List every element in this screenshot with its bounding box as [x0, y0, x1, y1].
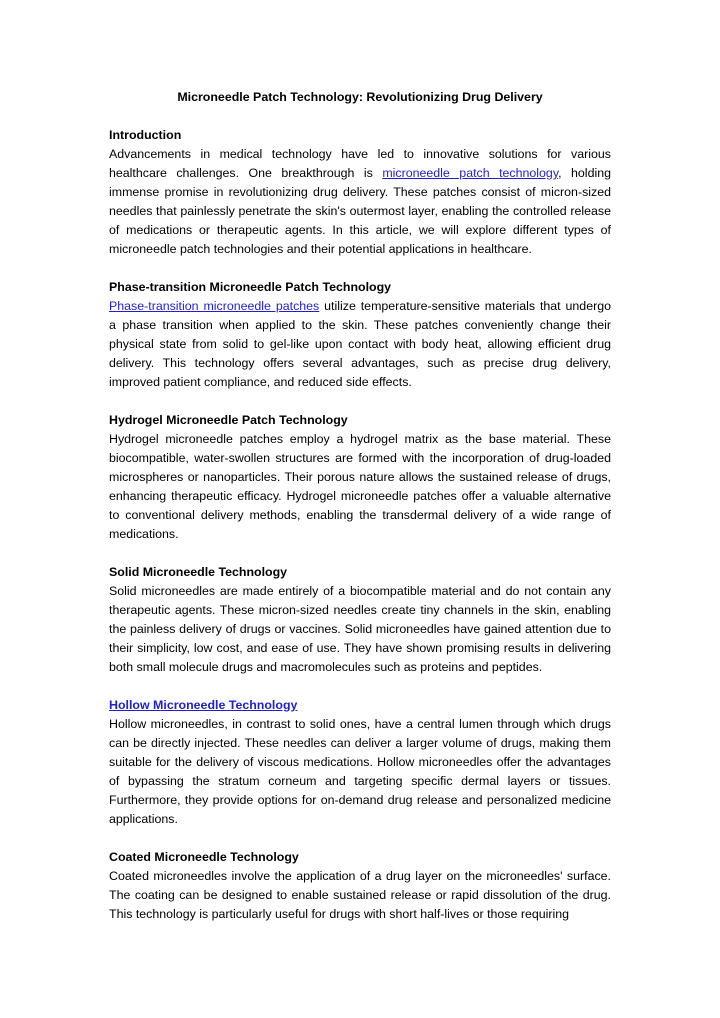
- microneedle-patch-technology-link[interactable]: microneedle patch technology: [382, 166, 559, 180]
- paragraph-text: Advancements in medical technology have led to innovative solutions for various healthcare challenges. One breakthrough is: [109, 147, 611, 180]
- paragraph-text: utilize temperature-sensitive materials that undergo a phase transition when applied to the skin. These patches conveniently change their physical state from solid to gel-like upon contact with body heat, allowing efficient drug delivery. This technology offers several advantages, such as precise drug delivery, improved patient compliance, and reduced side effects.: [109, 299, 611, 389]
- section-introduction: [109, 126, 611, 259]
- hollow-microneedle-technology-link[interactable]: Hollow Microneedle Technology: [109, 698, 298, 712]
- document-page: [109, 88, 611, 943]
- section-heading: Introduction: [109, 128, 182, 142]
- section-hydrogel: [109, 411, 611, 544]
- section-paragraph: [109, 297, 611, 392]
- section-heading: Phase-transition Microneedle Patch Technology: [109, 280, 392, 294]
- section-heading: Hydrogel Microneedle Patch Technology: [109, 413, 348, 427]
- section-paragraph: [109, 145, 611, 259]
- section-paragraph: Coated microneedles involve the application of a drug layer on the microneedles' surface. The coating can be designed to enable sustained release or rapid dissolution of the drug. This technology is particularly useful for drugs with short half-lives or those requiring: [109, 869, 611, 921]
- section-paragraph: Solid microneedles are made entirely of a biocompatible material and do not contain any therapeutic agents. These micron-sized needles create tiny channels in the skin, enabling the painless delivery of drugs or vaccines. Solid microneedles have gained attention due to their simplicity, low cost, and ease of use. They have shown promising results in delivering both small molecule drugs and macromolecules such as proteins and peptides.: [109, 584, 611, 674]
- document-title: Microneedle Patch Technology: Revolutionizing Drug Delivery: [177, 90, 543, 104]
- section-solid: [109, 563, 611, 677]
- section-coated: [109, 848, 611, 924]
- section-paragraph: Hollow microneedles, in contrast to solid ones, have a central lumen through which drugs can be directly injected. These needles can deliver a larger volume of drugs, making them suitable for the delivery of viscous medications. Hollow microneedles offer the advantages of bypassing the stratum corneum and targeting specific dermal layers or tissues. Furthermore, they provide options for on-demand drug release and personalized medicine applications.: [109, 717, 611, 826]
- paragraph-text: , holding immense promise in revolutionizing drug delivery. These patches consist of micron-sized needles that painlessly penetrate the skin's outermost layer, enabling the controlled release of medications or therapeutic agents. In this article, we will explore different types of microneedle patch technologies and their potential applications in healthcare.: [109, 166, 611, 256]
- section-heading-link: [109, 696, 611, 715]
- section-phase-transition: [109, 278, 611, 392]
- section-hollow: [109, 696, 611, 829]
- phase-transition-patches-link[interactable]: Phase-transition microneedle patches: [109, 299, 320, 313]
- section-heading: Coated Microneedle Technology: [109, 850, 299, 864]
- section-paragraph: Hydrogel microneedle patches employ a hydrogel matrix as the base material. These biocompatible, water-swollen structures are formed with the incorporation of drug-loaded microspheres or nanoparticles. Their porous nature allows the sustained release of drugs, enhancing therapeutic efficacy. Hydrogel microneedle patches offer a valuable alternative to conventional delivery methods, enabling the transdermal delivery of a wide range of medications.: [109, 432, 611, 541]
- section-heading: Solid Microneedle Technology: [109, 565, 288, 579]
